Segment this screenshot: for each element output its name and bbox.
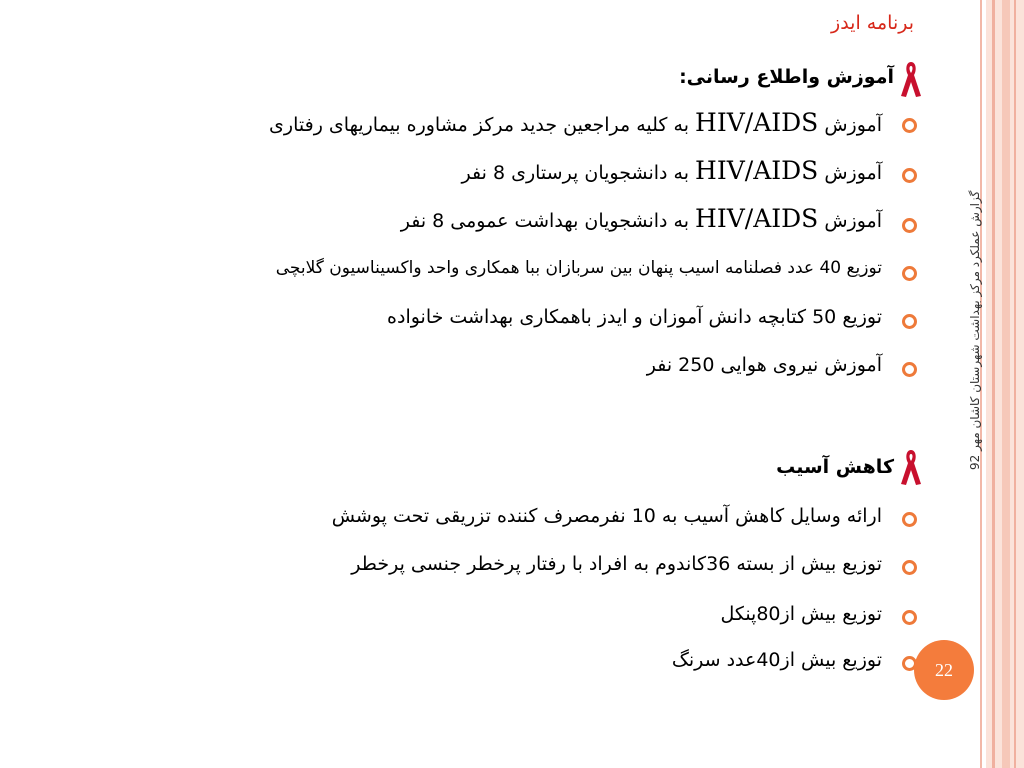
list-item: توزیع 40 عدد فصلنامه اسیب پنهان بین سربازان ببا همکاری واحد واکسیناسیون گلابچی: [275, 258, 882, 278]
red-ribbon-icon: [898, 58, 924, 100]
decor-stripe: [1002, 0, 1010, 768]
decor-stripe: [992, 0, 995, 768]
list-item: ارائه وسایل کاهش آسیب به 10 نفرمصرف کننده تزریقی تحت پوشش: [331, 505, 882, 527]
section-heading-education: آموزش واطلاع رسانی:: [679, 66, 894, 88]
list-item: آموزش نیروی هوایی 250 نفر: [646, 354, 882, 376]
bullet-icon: [902, 218, 917, 233]
list-item: آموزش HIV/AIDS به کلیه مراجعین جدید مرکز مشاوره بیماریهای رفتاری: [269, 108, 882, 137]
list-item: آموزش HIV/AIDS به دانشجویان بهداشت عمومی 8 نفر: [400, 204, 882, 233]
bullet-icon: [902, 168, 917, 183]
list-item: توزیع بیش از40عدد سرنگ: [671, 649, 882, 671]
decor-stripe: [1014, 0, 1016, 768]
sidebar-caption: گزارش عملکرد مرکز بهداشت شهرستان کاشان مهر 92: [968, 190, 982, 470]
red-ribbon-icon: [898, 446, 924, 488]
bullet-icon: [902, 610, 917, 625]
bullet-icon: [902, 512, 917, 527]
list-item: آموزش HIV/AIDS به دانشجویان پرستاری 8 نفر: [461, 156, 882, 185]
list-item: توزیع 50 کتابچه دانش آموزان و ایدز باهمکاری بهداشت خانواده: [387, 306, 882, 328]
section-heading-harm-reduction: کاهش آسیب: [776, 456, 894, 478]
bullet-icon: [902, 266, 917, 281]
bullet-icon: [902, 314, 917, 329]
slide-title: برنامه ایدز: [831, 12, 914, 34]
list-item: توزیع بیش از بسته 36کاندوم به افراد با رفتار پرخطر جنسی پرخطر: [351, 553, 882, 575]
page-number-badge: 22: [914, 640, 974, 700]
bullet-icon: [902, 362, 917, 377]
bullet-icon: [902, 118, 917, 133]
list-item: توزیع بیش از80پنکل: [720, 603, 882, 625]
bullet-icon: [902, 560, 917, 575]
